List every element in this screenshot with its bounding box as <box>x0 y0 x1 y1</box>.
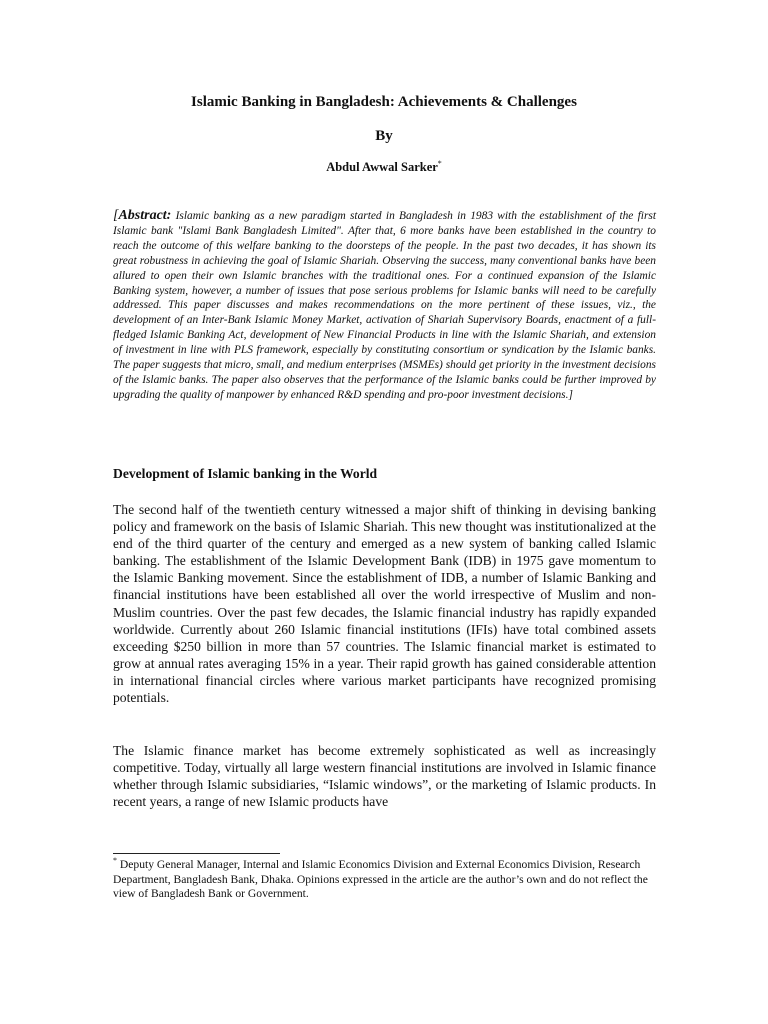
paper-title: Islamic Banking in Bangladesh: Achievements & Challenges <box>191 94 577 110</box>
abstract-bracket: [ <box>113 208 119 223</box>
footnote-separator <box>113 853 280 854</box>
footnote-text: Deputy General Manager, Internal and Islamic Economics Division and External Economics Division, Research Department, Bangladesh Bank, Dhaka. Opinions expressed in the article are the author’s own and do not reflect the view of Bangladesh Bank or Government. <box>113 858 648 901</box>
footnote <box>113 858 661 902</box>
body-paragraph-2: The Islamic finance market has become extremely sophisticated as well as increasingly competitive. Today, virtually all large western financial institutions are involved in Islamic finance whether through Islamic subsidiaries, “Islamic windows”, or the marketing of Islamic products. In recent years, a range of new Islamic products have <box>113 743 656 810</box>
body-paragraph-1: The second half of the twentieth century witnessed a major shift of thinking in devising banking policy and framework on the basis of Islamic Shariah. This new thought was institutionalized at the end of the third quarter of the century and emerged as a new system of banking called Islamic banking. The establishment of the Islamic Development Bank (IDB) in 1975 gave momentum to the Islamic Banking movement. Since the establishment of IDB, a number of Islamic Banking and financial institutions have been established all over the world irrespective of Muslim and non-Muslim countries. Over the past few decades, the Islamic financial industry has rapidly expanded worldwide. Currently about 260 Islamic financial institutions (IFIs) have total combined assets exceeding $250 billion in more than 57 countries. The Islamic financial market is estimated to grow at annual rates averaging 15% in a year. Their rapid growth has gained considerable attention in international financial circles where various market participants have recognized promising potentials. <box>113 502 656 706</box>
abstract-lead <box>113 208 171 223</box>
author-footnote-mark: * <box>437 158 442 168</box>
abstract <box>113 209 656 403</box>
author-name <box>0 159 768 175</box>
by-line: By <box>375 128 393 144</box>
abstract-label: Abstract: <box>118 208 172 223</box>
footnote-mark: * <box>113 856 117 866</box>
author-name-text: Abdul Awwal Sarker <box>326 160 438 174</box>
section-heading: Development of Islamic banking in the World <box>113 466 378 481</box>
abstract-text: Islamic banking as a new paradigm started in Bangladesh in 1983 with the establishment of the first Islamic bank "Islami Bank Bangladesh Limited". After that, 6 more banks have been established in the country to reach the outcome of this welfare banking to the doorsteps of the people. In the past two decades, it has shown its great robustness in achieving the goal of Islamic Shariah. Observing the success, many conventional banks have been allured to open their own Islamic branches with the traditional ones. For a continued expansion of the Islamic Banking system, however, a number of issues that pose serious problems for Islamic banks will need to be carefully addressed. This paper discusses and makes recommendations on the more pertinent of these issues, viz., the development of an Inter-Bank Islamic Money Market, activation of Shariah Supervisory Boards, enactment of a full-fledged Islamic Banking Act, development of New Financial Products in line with the Islamic Shariah, and extension of investment in line with PLS framework, especially by constituting consortium or syndication by the Islamic banks. The paper suggests that micro, small, and medium enterprises (MSMEs) should get priority in the investment decisions of the Islamic banks. The paper also observes that the performance of the Islamic banks could be further improved by upgrading the quality of manpower by enhanced R&D spending and pro-poor investment decisions.] <box>113 210 656 401</box>
